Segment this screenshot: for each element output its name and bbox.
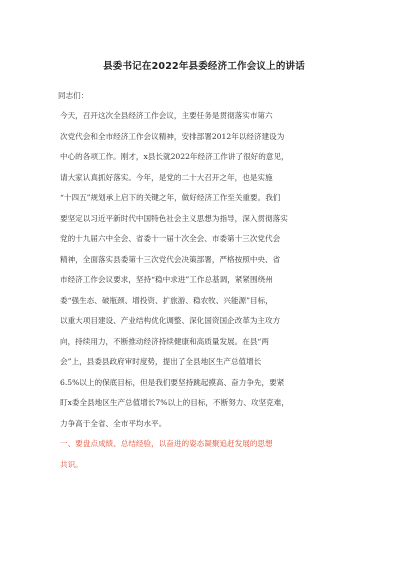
paragraph-line: 今天，召开这次全县经济工作会议，主要任务是贯彻落实市第六 [60,111,273,120]
paragraph-line: “十四五”规划承上启下的关键之年，做好经济工作至关重要。我们 [60,193,281,202]
paragraph-line: 要坚定以习近平新时代中国特色社会主义思想为指导，深入贯彻落实 [60,213,288,223]
section-heading-line: 共识。 [60,459,83,469]
paragraph-line: 会”上，县委县政府审时度势，提出了全县地区生产总值增长 [60,357,262,366]
body-paragraph [60,106,348,434]
section-heading-line: 一、要盘点成绩、总结经验，以奋进的姿态凝聚追赶发展的思想 [60,439,273,448]
paragraph-line: 力争高于全省、全市平均水平。 [60,418,167,428]
paragraph-line: 委“强生态、破瓶颈、增投资、扩旅游、稳农牧、兴能源”目标， [60,295,273,305]
paragraph-line: 党的十九届六中全会、省委十一届十次全会、市委第十三次党代会 [60,234,281,243]
salutation: 同志们： [58,91,89,100]
paragraph-line: 中心的各项工作。刚才，x县长就2022年经济工作讲了很好的意见， [60,152,289,161]
paragraph-line: 市经济工作会议要求，坚持“稳中求进”工作总基调，紧紧围绕州 [60,275,273,284]
paragraph-line: 次党代会和全市经济工作会议精神，安排部署2012年以经济建设为 [60,131,285,141]
paragraph-line: 精神，全面落实县委第十三次党代会决策部署，严格按照中央、省 [60,254,281,264]
paragraph-line: 6.5%以上的保底目标，但是我们要坚持跳起摸高、奋力争先，要紧 [60,377,285,387]
paragraph-line: 请大家认真抓好落实。今年，是党的二十大召开之年，也是实施 [60,172,273,182]
document-title: 县委书记在2022年县委经济工作会议上的讲话 [103,61,305,72]
paragraph-line: 向，持续用力，不断推动经济持续健康和高质量发展。在县“两 [60,336,269,346]
paragraph-line: 盯x委全县地区生产总值增长7%以上的目标，不断努力、攻坚克难， [60,398,289,407]
paragraph-line: 以重大项目建设、产业结构优化调整、深化国资国企改革为主攻方 [60,316,281,325]
section-heading-1 [60,434,348,475]
